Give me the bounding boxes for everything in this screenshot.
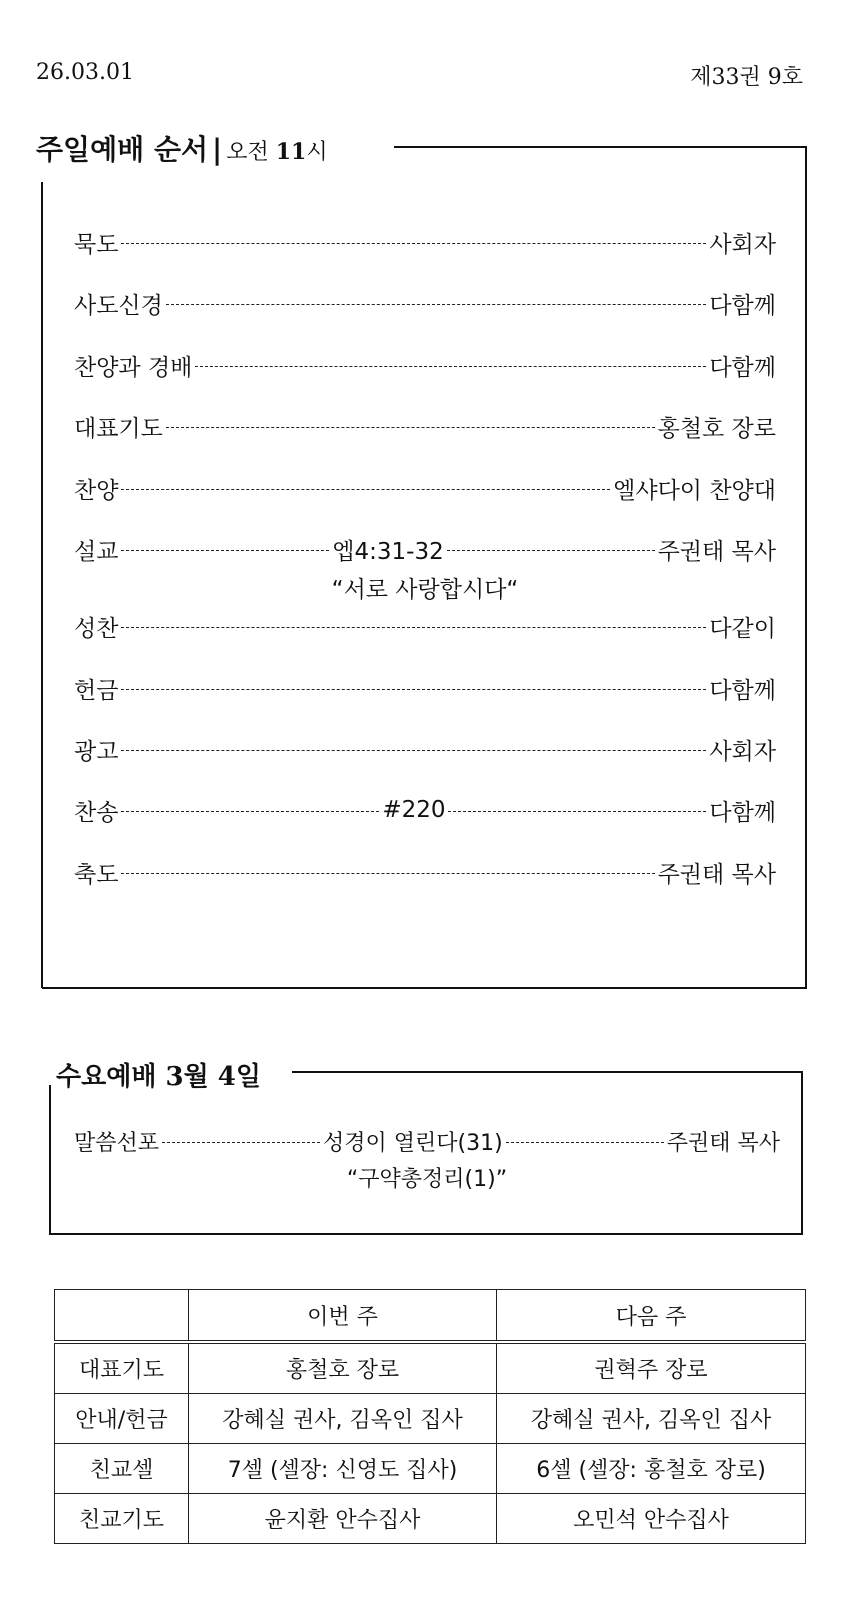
dash-leader [121, 873, 654, 874]
dash-leader [121, 243, 706, 244]
time-number: 11 [275, 139, 307, 165]
table-cell: 안내/헌금 [55, 1394, 189, 1444]
table-cell: 친교셀 [55, 1444, 189, 1494]
table-header-cell: 다음 주 [497, 1290, 806, 1343]
wednesday-service-title: 수요예배 3월 4일 [56, 1062, 261, 1092]
order-item-right: 사회자 [709, 231, 776, 258]
title-separator: | [212, 133, 223, 166]
order-item-apostles-creed [74, 286, 776, 320]
table-cell: 강혜실 권사, 김옥인 집사 [189, 1394, 497, 1444]
table-row [55, 1444, 806, 1494]
table-cell: 강혜실 권사, 김옥인 집사 [497, 1394, 806, 1444]
order-item-left: 축도 [74, 861, 119, 888]
dash-leader [121, 550, 329, 551]
dash-leader [121, 489, 610, 490]
dash-leader [166, 427, 655, 428]
order-item-right: 주권태 목사 [657, 538, 776, 565]
order-item-left: 말씀선포 [74, 1130, 160, 1156]
time-prefix: 오전 [226, 140, 276, 165]
wednesday-box-border-bottom [49, 1233, 803, 1235]
order-item-communion [74, 609, 776, 643]
order-item-representative-prayer [74, 409, 776, 443]
wednesday-sermon-title: “구약총정리(1)” [346, 1167, 508, 1192]
order-item-right: 홍철호 장로 [657, 415, 776, 442]
hymn-number: #220 [382, 797, 446, 823]
dash-leader [195, 366, 706, 367]
dash-leader [506, 1142, 664, 1143]
order-item-left: 찬송 [74, 799, 119, 826]
order-item-choir [74, 471, 776, 505]
bulletin-issue: 제33권 9호 [690, 65, 803, 90]
sermon-title: “서로 사랑합시다“ [331, 577, 519, 603]
table-row [55, 1394, 806, 1444]
table-cell: 권혁주 장로 [497, 1342, 806, 1394]
sunday-box-border-left [41, 182, 43, 988]
dash-leader [121, 811, 379, 812]
table-header-row [55, 1290, 806, 1343]
wednesday-sermon-series: 성경이 열린다(31) [323, 1130, 503, 1156]
sunday-box-border-top [394, 146, 806, 148]
order-item-right: 다같이 [709, 615, 776, 642]
dash-leader [121, 689, 706, 690]
dash-leader [166, 304, 706, 305]
dash-leader [121, 627, 706, 628]
order-item-left: 대표기도 [74, 415, 163, 442]
dash-leader [121, 750, 706, 751]
order-item-left: 헌금 [74, 677, 119, 704]
order-item-offering [74, 671, 776, 705]
dash-leader [447, 550, 655, 551]
table-cell: 홍철호 장로 [189, 1342, 497, 1394]
order-item-right: 다함께 [709, 677, 776, 704]
order-item-right: 다함께 [709, 354, 776, 381]
wednesday-box-border-right [801, 1071, 803, 1234]
order-item-left: 성찬 [74, 615, 119, 642]
order-item-right: 주권태 목사 [657, 861, 776, 888]
order-item-announcements [74, 732, 776, 766]
table-header-cell [55, 1290, 189, 1343]
order-item-left: 설교 [74, 538, 119, 565]
order-item-left: 사도신경 [74, 292, 163, 319]
bulletin-date: 26.03.01 [36, 60, 134, 85]
dash-leader [448, 811, 706, 812]
order-item-left: 찬양 [74, 477, 119, 504]
order-item-left: 묵도 [74, 231, 119, 258]
duty-table [54, 1289, 806, 1544]
order-item-right: 다함께 [709, 292, 776, 319]
table-cell: 윤지환 안수집사 [189, 1494, 497, 1544]
table-cell: 대표기도 [55, 1342, 189, 1394]
table-cell: 7셀 (셀장: 신영도 집사) [189, 1444, 497, 1494]
time-suffix: 시 [306, 140, 328, 165]
dash-leader [162, 1142, 320, 1143]
sunday-service-time [226, 140, 327, 165]
sermon-scripture: 엡4:31-32 [332, 538, 444, 565]
order-item-right: 주권태 목사 [666, 1130, 781, 1156]
table-header-cell: 이번 주 [189, 1290, 497, 1343]
wednesday-box-border-left [49, 1085, 51, 1234]
order-item-praise-worship [74, 348, 776, 382]
order-item-right: 엘샤다이 찬양대 [613, 477, 776, 504]
sunday-title-text: 주일예배 순서 [36, 133, 209, 166]
order-item-benediction [74, 855, 776, 889]
order-item-hymn [74, 793, 776, 827]
table-row [55, 1342, 806, 1394]
sunday-box-border-bottom [42, 987, 807, 989]
sunday-box-border-right [805, 146, 807, 988]
order-item-right: 다함께 [709, 799, 777, 826]
order-item-silent-prayer [74, 225, 776, 259]
table-cell: 오민석 안수집사 [497, 1494, 806, 1544]
table-row [55, 1494, 806, 1544]
wednesday-sermon-row [74, 1124, 780, 1158]
order-item-left: 찬양과 경배 [74, 354, 193, 381]
sunday-service-title [36, 128, 328, 168]
order-item-sermon [74, 532, 776, 566]
wednesday-box-border-top [292, 1071, 802, 1073]
order-item-right: 사회자 [709, 738, 776, 765]
table-cell: 친교기도 [55, 1494, 189, 1544]
order-item-left: 광고 [74, 738, 119, 765]
table-cell: 6셀 (셀장: 홍철호 장로) [497, 1444, 806, 1494]
